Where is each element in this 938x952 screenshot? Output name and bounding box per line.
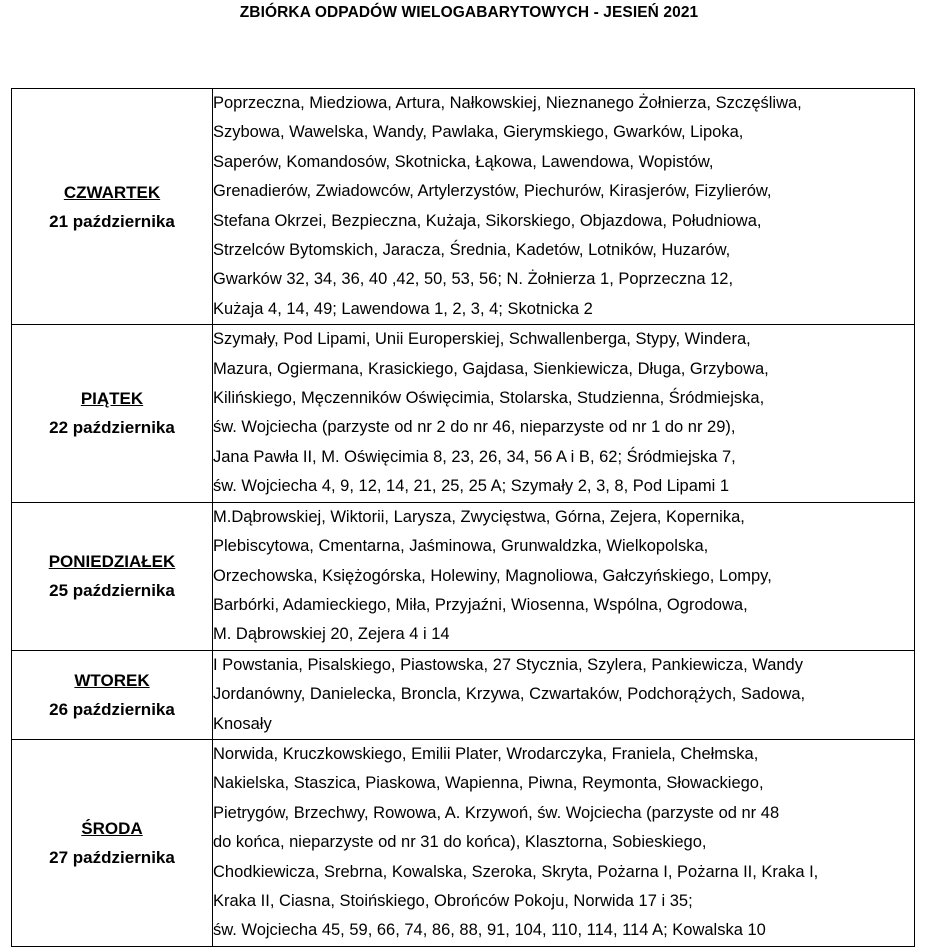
street-list-line: Saperów, Komandosów, Skotnicka, Łąkowa, Lawendowa, Wopistów,: [213, 152, 714, 171]
schedule-body: [12, 89, 915, 947]
street-list-line: Mazura, Ogiermana, Krasickiego, Gajdasa, Sienkiewicza, Długa, Grzybowa,: [213, 359, 769, 378]
day-name: PIĄTEK: [80, 389, 144, 409]
street-list-line: Pietrygów, Brzechwy, Rowowa, A. Krzywoń, św. Wojciecha (parzyste od nr 48: [213, 803, 780, 822]
street-list-line: Knosały: [213, 714, 272, 733]
day-cell: [12, 739, 213, 946]
street-list-line: Barbórki, Adamieckiego, Miła, Przyjaźni, Wiosenna, Wspólna, Ogrodowa,: [213, 595, 748, 614]
street-list-line: Norwida, Kruczkowskiego, Emilii Plater, Wrodarczyka, Franiela, Chełmska,: [213, 744, 759, 763]
street-list-line: I Powstania, Pisalskiego, Piastowska, 27 Stycznia, Szylera, Pankiewicza, Wandy: [213, 655, 803, 674]
day-cell: [12, 325, 213, 502]
street-list-line: Szybowa, Wawelska, Wandy, Pawlaka, Gierymskiego, Gwarków, Lipoka,: [213, 123, 744, 142]
street-list-line: św. Wojciecha (parzyste od nr 2 do nr 46, nieparzyste od nr 1 do nr 29),: [213, 418, 736, 437]
streets-cell: [213, 739, 915, 946]
day-date: 27 października: [49, 847, 175, 867]
street-list-line: Nakielska, Staszica, Piaskowa, Wapienna, Piwna, Reymonta, Słowackiego,: [213, 774, 764, 793]
streets-cell: [213, 325, 915, 502]
day-date: 26 października: [49, 699, 175, 719]
street-list-line: M.Dąbrowskiej, Wiktorii, Larysza, Zwycięstwa, Górna, Zejera, Kopernika,: [213, 507, 745, 526]
street-list-line: św. Wojciecha 45, 59, 66, 74, 86, 88, 91, 104, 110, 114, 114 A; Kowalska 10: [213, 921, 766, 940]
streets-cell: [213, 89, 915, 325]
street-list-line: Kraka II, Ciasna, Stoińskiego, Obrońców Pokoju, Norwida 17 i 35;: [213, 891, 693, 910]
day-date: 22 października: [49, 418, 175, 438]
street-list-line: Strzelców Bytomskich, Jaracza, Średnia, Kadetów, Lotników, Huzarów,: [213, 241, 731, 260]
street-list-line: Kużaja 4, 14, 49; Lawendowa 1, 2, 3, 4; Skotnicka 2: [213, 299, 593, 318]
day-name: WTOREK: [74, 670, 150, 690]
day-cell: [12, 650, 213, 739]
document-title: ZBIÓRKA ODPADÓW WIELOGABARYTOWYCH - JESIEŃ 2021: [239, 4, 699, 21]
street-list-line: do końca, nieparzyste od nr 31 do końca), Klasztorna, Sobieskiego,: [213, 833, 707, 852]
street-list-line: Jordanówny, Danielecka, Broncla, Krzywa, Czwartaków, Podchorążych, Sadowa,: [213, 685, 806, 704]
streets-cell: [213, 502, 915, 650]
schedule-row: [12, 739, 915, 946]
street-list-line: Kilińskiego, Męczenników Oświęcimia, Stolarska, Studzienna, Śródmiejska,: [213, 389, 765, 408]
schedule-row: [12, 650, 915, 739]
schedule-row: [12, 502, 915, 650]
day-cell: [12, 89, 213, 325]
street-list-line: Plebiscytowa, Cmentarna, Jaśminowa, Grunwaldzka, Wielkopolska,: [213, 537, 709, 556]
schedule-row: [12, 89, 915, 325]
street-list-line: Gwarków 32, 34, 36, 40 ,42, 50, 53, 56; N. Żołnierza 1, Poprzeczna 12,: [213, 270, 734, 289]
streets-cell: [213, 650, 915, 739]
street-list-line: Chodkiewicza, Srebrna, Kowalska, Szeroka, Skryta, Pożarna I, Pożarna II, Kraka I,: [213, 862, 819, 881]
schedule-row: [12, 325, 915, 502]
street-list-line: Grenadierów, Zwiadowców, Artylerzystów, Piechurów, Kirasjerów, Fizylierów,: [213, 182, 772, 201]
day-date: 25 października: [49, 581, 175, 601]
day-name: CZWARTEK: [63, 182, 161, 202]
day-date: 21 października: [49, 211, 175, 231]
street-list-line: M. Dąbrowskiej 20, Zejera 4 i 14: [213, 625, 450, 644]
day-cell: [12, 502, 213, 650]
street-list-line: Jana Pawła II, M. Oświęcimia 8, 23, 26, 34, 56 A i B, 62; Śródmiejska 7,: [213, 447, 736, 466]
street-list-line: Stefana Okrzei, Bezpieczna, Kużaja, Sikorskiego, Objazdowa, Południowa,: [213, 211, 762, 230]
street-list-line: Orzechowska, Księżogórska, Holewiny, Magnoliowa, Gałczyńskiego, Lompy,: [213, 566, 772, 585]
day-name: ŚRODA: [81, 818, 143, 838]
street-list-line: św. Wojciecha 4, 9, 12, 14, 21, 25, 25 A; Szymały 2, 3, 8, Pod Lipami 1: [213, 477, 730, 496]
collection-schedule-table: [11, 88, 915, 947]
street-list-line: Poprzeczna, Miedziowa, Artura, Nałkowskiej, Nieznanego Żołnierza, Szczęśliwa,: [213, 94, 802, 112]
day-name: PONIEDZIAŁEK: [48, 552, 176, 572]
street-list-line: Szymały, Pod Lipami, Unii Europerskiej, Schwallenberga, Stypy, Windera,: [213, 330, 751, 349]
